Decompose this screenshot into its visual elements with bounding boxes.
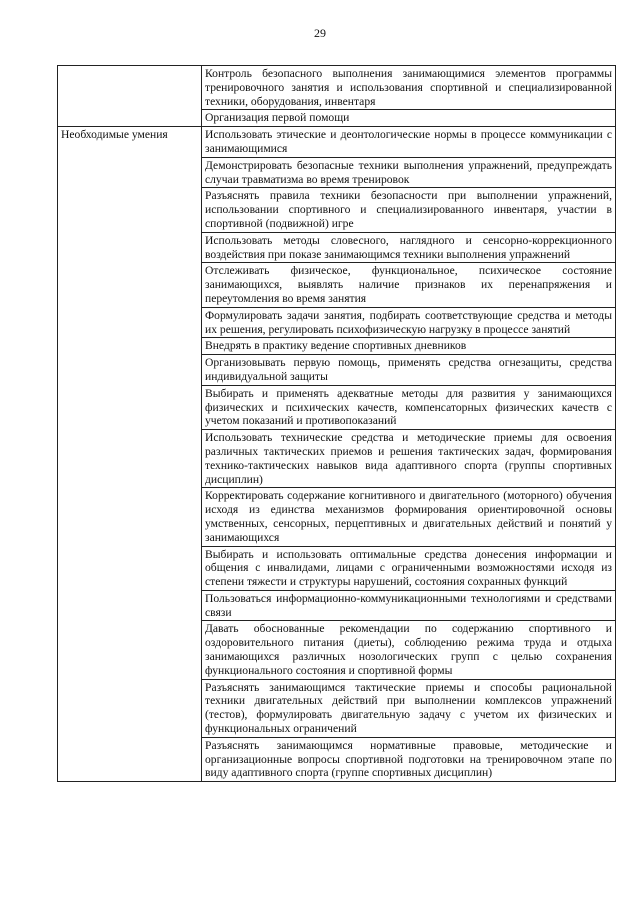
requirement-item: Корректировать содержание когнитивного и двигательного (моторного) обучения исходя из единства механизмов формирования ориентировочной основы умственных, сенсорных, перцептивных и двигательных действий и понятий у занимающихся [202, 488, 616, 546]
page-number: 29 [314, 26, 326, 40]
requirement-item: Организовывать первую помощь, применять средства огнезащиты, средства индивидуальной защиты [202, 355, 616, 386]
section-label-cell [58, 66, 202, 127]
requirements-table [57, 65, 616, 782]
requirement-item: Выбирать и применять адекватные методы для развития у занимающихся физических и психических качеств, компенсаторных физических качеств с учетом показаний и противопоказаний [202, 385, 616, 429]
requirement-item: Внедрять в практику ведение спортивных дневников [202, 338, 616, 355]
table-row [58, 127, 616, 158]
requirement-item: Использовать технические средства и методические приемы для освоения различных тактических приемов и решения тактических задач, формирования технико-тактических навыков вида адаптивного спорта (группы спортивных дисциплин) [202, 430, 616, 488]
requirement-item: Отслеживать физическое, функциональное, психическое состояние занимающихся, выявлять наличие признаков их перенапряжения и переутомления во время занятия [202, 263, 616, 307]
requirement-item: Использовать этические и деонтологические нормы в процессе коммуникации с занимающимися [202, 127, 616, 158]
section-label-cell [58, 127, 202, 782]
requirement-item: Формулировать задачи занятия, подбирать соответствующие средства и методы их решения, регулировать психофизическую нагрузку в процессе занятий [202, 307, 616, 338]
requirement-item: Демонстрировать безопасные техники выполнения упражнений, предупреждать случаи травматизма во время тренировок [202, 157, 616, 188]
requirement-item: Давать обоснованные рекомендации по содержанию спортивного и оздоровительного питания (диеты), соблюдению режима труда и отдыха занимающихся различных нозологических групп с целью сохранения функционального состояния и спортивной формы [202, 621, 616, 679]
requirement-item: Разъяснять правила техники безопасности при выполнении упражнений, использовании спортивного и специализированного инвентаря, участии в спортивной (подвижной) игре [202, 188, 616, 232]
requirement-item: Контроль безопасного выполнения занимающимися элементов программы тренировочного занятия и использования спортивной и специализированной техники, оборудования, инвентаря [202, 66, 616, 110]
section-label: Необходимые умения [61, 128, 168, 142]
requirement-item: Использовать методы словесного, наглядного и сенсорно-коррекционного воздействия при показе занимающимся техники выполнения упражнений [202, 232, 616, 263]
requirement-item: Выбирать и использовать оптимальные средства донесения информации и общения с инвалидами, лицами с ограниченными возможностями исходя из степени тяжести и структуры нарушений, состояния сохранных функций [202, 546, 616, 590]
requirement-item: Пользоваться информационно-коммуникационными технологиями и средствами связи [202, 590, 616, 621]
requirements-table-body [58, 66, 616, 782]
requirement-item: Организация первой помощи [202, 110, 616, 127]
table-row [58, 66, 616, 110]
requirement-item: Разъяснять занимающимся тактические приемы и способы рациональной техники двигательных действий при выполнении комплексов упражнений (тестов), формулировать двигательную задачу с учетом их физических и функциональных ограничений [202, 679, 616, 737]
requirement-item: Разъяснять занимающимся нормативные правовые, методические и организационные вопросы спортивной подготовки на тренировочном этапе по виду адаптивного спорта (группе спортивных дисциплин) [202, 737, 616, 781]
